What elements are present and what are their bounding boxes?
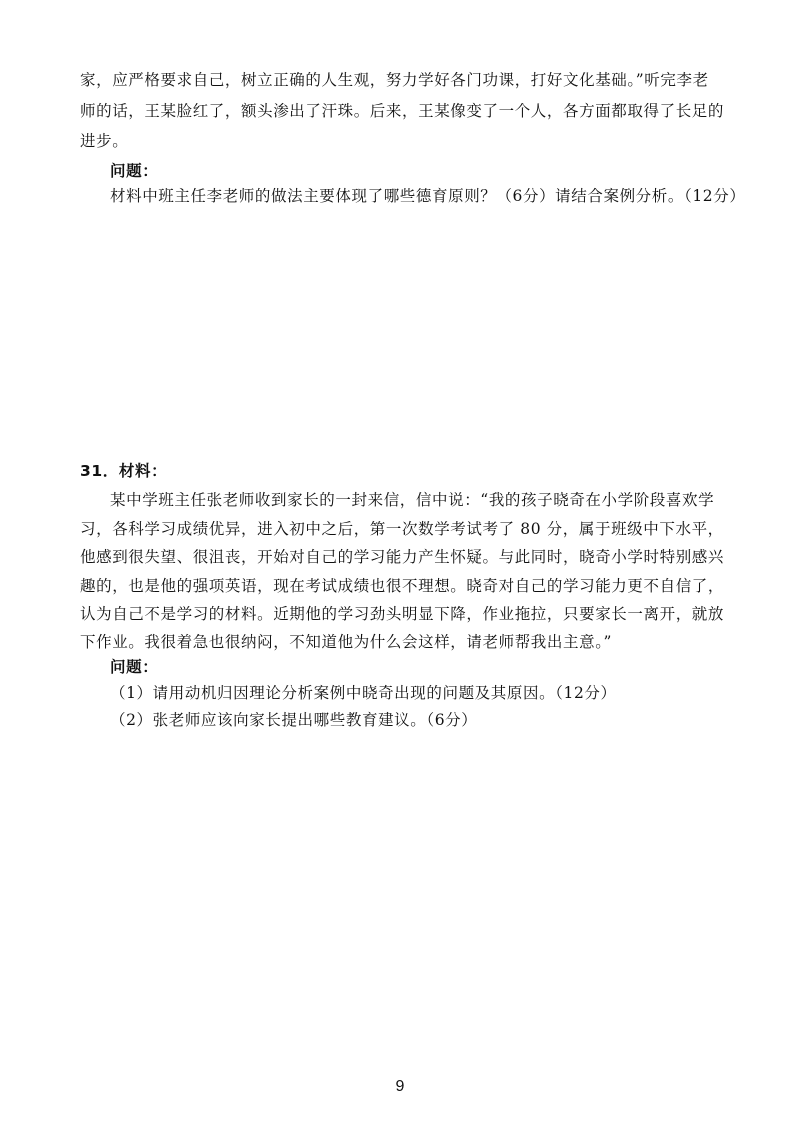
- q31-material-line-1: 某中学班主任张老师收到家长的一封来信，信中说：“我的孩子晓奇在小学阶段喜欢学: [110, 491, 715, 509]
- material-line-1: 家，应严格要求自己，树立正确的人生观，努力学好各门功课，打好文化基础。”听完李老: [80, 71, 709, 89]
- q31-material-line-4: 趣的，也是他的强项英语，现在考试成绩也很不理想。晓奇对自己的学习能力更不自信了，: [80, 577, 725, 595]
- q31-material-line-3: 他感到很失望、很沮丧，开始对自己的学习能力产生怀疑。与此同时，晓奇小学时特别感兴: [80, 548, 725, 566]
- q31-header: 31．材料：: [80, 462, 168, 480]
- q31-material-line-5: 认为自己不是学习的材料。近期他的学习劲头明显下降，作业拖拉，只要家长一离开，就放: [80, 605, 725, 623]
- q31-material-line-6: 下作业。我很着急也很纳闷，不知道他为什么会这样，请老师帮我出主意。”: [80, 633, 613, 651]
- question-label: 问题：: [110, 162, 159, 180]
- page-number: 9: [395, 1078, 405, 1095]
- q31-material-line-2: 习，各科学习成绩优异，进入初中之后，第一次数学考试考了 80 分，属于班级中下水平，: [80, 520, 724, 538]
- material-line-3: 进步。: [80, 132, 129, 150]
- q31-sub-question-1: （1）请用动机归因理论分析案例中晓奇出现的问题及其原因。（12分）: [110, 684, 617, 702]
- q31-question-label: 问题：: [110, 658, 159, 676]
- q31-sub-question-2: （2）张老师应该向家长提出哪些教育建议。（6分）: [110, 711, 478, 729]
- material-line-2: 师的话，王某脸红了，额头渗出了汗珠。后来，王某像变了一个人，各方面都取得了长足的: [80, 102, 725, 120]
- question-30-text: 材料中班主任李老师的做法主要体现了哪些德育原则？（6分）请结合案例分析。（12分）: [110, 187, 746, 205]
